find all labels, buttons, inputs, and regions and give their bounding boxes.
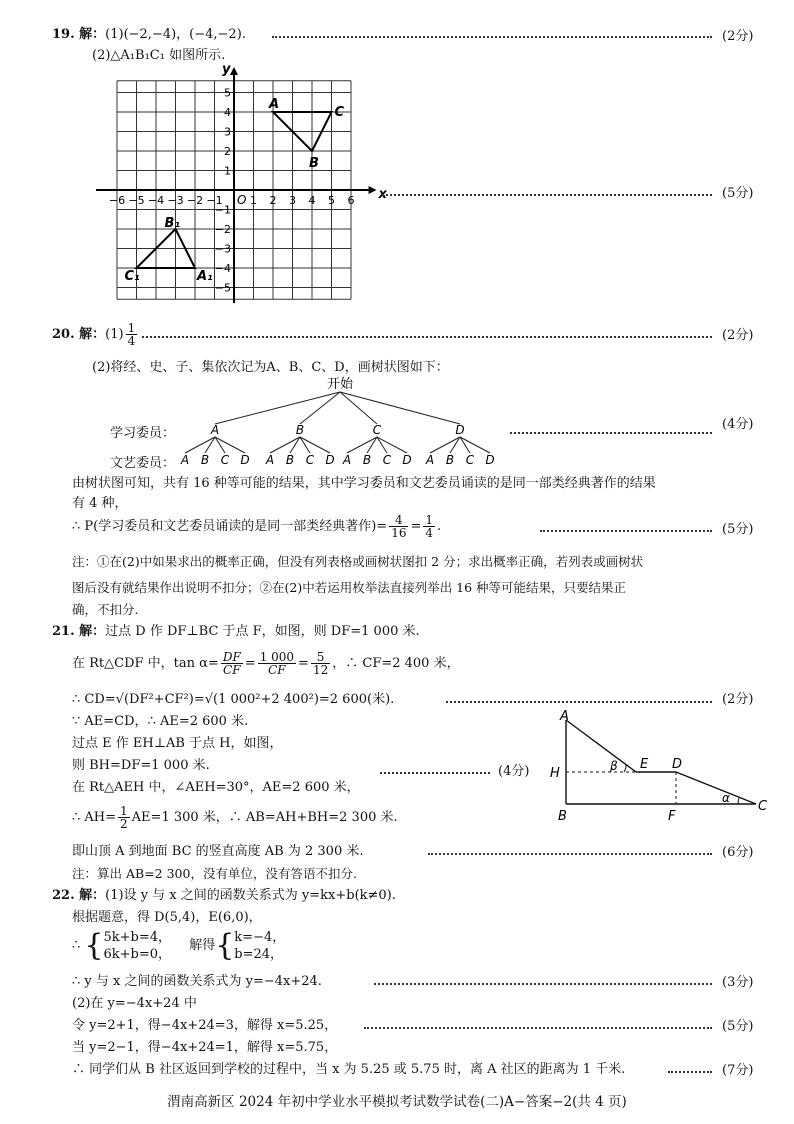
fig-label-B: B [558,809,567,824]
tree-leaf: D [402,453,412,467]
tree-leaf: B [445,453,455,467]
q21-dots2 [380,772,490,775]
q21-ah-label: ∴ AH= [72,810,117,825]
q22-eq-a: 5k+b=4， [103,930,172,945]
q21-ab-result: AE=1 300 米，∴ AB=AH+BH=2 300 米. [131,810,398,825]
q21-line7: 在 Rt△AEH 中，∠AEH=30°，AE=2 600 米， [72,780,360,795]
q20-f1-denominator: 4 [127,334,136,348]
q20-f1-numerator: 1 [127,321,136,335]
q20-dots2 [510,432,712,435]
q22-score3: (7分) [722,1063,754,1078]
x-tick-label: 2 [269,194,277,207]
q19-score2: (5分) [722,186,754,201]
q22-system1 [104,929,172,963]
x-tick-label: 1 [250,194,257,207]
tree-leaf: B [285,453,295,467]
tree-leaf: A [265,453,275,467]
x-tick-label: −1 [206,194,223,207]
q20-eq: = [410,519,422,534]
fig-label-D: D [672,757,683,772]
y-axis-arrow [230,67,238,75]
tree-leaf: C [220,453,230,467]
tree-node: D [455,423,465,437]
y-tick-label: −4 [214,262,231,275]
q21-fd-num: 1 [120,804,128,818]
tree-node: B [295,423,305,437]
q20-part2: (2)将经、史、子、集依次记为A、B、C、D，画树状图如下： [92,360,449,375]
q20-f3-den: 4 [425,526,434,540]
q21-dots3 [428,853,712,856]
y-tick-label: −2 [214,223,231,236]
y-tick-label: 3 [224,125,231,139]
q21-dots1 [446,701,712,704]
q22-line8: ∴ 同学们从 B 社区返回到学校的过程中，当 x 为 5.25 或 5.75 时，离 A 社区的距离为 1 千米. [72,1062,626,1077]
q19-part2: (2)△A₁B₁C₁ 如图所示. [92,48,226,63]
tree-leaf: C [465,453,475,467]
fig-label-F: F [668,809,676,824]
tree-leaf: A [180,453,190,467]
x-axis-label: x [378,187,387,202]
y-axis-label: y [222,61,231,77]
q20-line1 [52,322,139,348]
q21-fd [118,805,130,830]
q22-eq-b: 6k+b=0， [103,947,172,962]
label-B: B [309,156,319,171]
q21-fc [311,651,330,676]
q22-line7: 当 y=2−1，得−4x+24=1，解得 x=5.75， [72,1040,338,1055]
q19-part1: (1)(−2,−4)，(−4,−2). [105,27,246,42]
tree-node: A [210,423,220,437]
q20-answer1-fraction [126,322,138,347]
label-A1: A₁ [197,269,213,284]
q20-score1: (2分) [722,328,754,343]
y-tick-label: 1 [224,164,231,178]
q22-line6: 令 y=2+1，得−4x+24=3，解得 x=5.25， [72,1018,338,1033]
q22-system2 [234,929,285,963]
tree-leaf: B [200,453,210,467]
tree-leaf: D [485,453,495,467]
x-tick-label: −2 [186,194,204,207]
tree-leaf: A [342,453,352,467]
q21-text1: 过点 D 作 DF⊥BC 于点 F，如图，则 DF=1 000 米. [105,624,420,639]
q22-line1 [52,888,396,904]
q21-score1: (2分) [722,692,754,707]
q19-score1: (2分) [722,29,754,44]
q21-fb [258,651,296,676]
q21-tan-label: 在 Rt△CDF 中，tan α= [72,656,219,671]
tree-leaf: A [425,453,435,467]
q20-text2: 有 4 种， [72,496,128,511]
coordinate-grid-figure [96,61,387,302]
q20-f2-num: 4 [389,514,408,527]
q22-line2: 根据题意，得 D(5,4)，E(6,0)， [72,910,262,925]
x-tick-label: −4 [147,194,165,207]
q22-therefore: ∴ [72,938,81,953]
q20-dots1 [142,336,712,339]
q19-dots1 [272,36,712,39]
q20-part1-label: (1) [105,327,124,342]
tree-node: C [372,423,382,437]
q22-dots2 [364,1027,712,1030]
tree-root: 开始 [326,377,354,392]
q20-period: . [437,519,442,534]
q21-line6: 则 BH=DF=1 000 米. [72,758,210,773]
q21-number: 21. 解： [52,624,106,639]
q22-line4: ∴ y 与 x 之间的函数关系式为 y=−4x+24. [72,974,322,989]
q21-eq1: = [244,656,256,671]
q21-fa-den: CF [223,663,241,677]
q21-fb-num: 1 000 [259,650,295,664]
q22-solve-label: 解得 [189,938,216,953]
x-tick-label: 3 [289,194,296,207]
q22-dots3 [668,1071,712,1074]
q22-score1: (3分) [722,975,754,990]
tree-row1-label: 学习委员： [110,426,176,441]
q21-fb-den: CF [268,663,286,677]
mountain-slope-figure [546,709,782,830]
probability-tree-diagram [170,376,510,468]
q20-prob-label: ∴ P(学习委员和文艺委员诵读的是同一部类经典著作)= [72,519,388,534]
q21-fd-den: 2 [120,817,128,831]
x-tick-label: −3 [167,194,184,207]
q20-score3: (5分) [722,522,754,537]
y-tick-label: 5 [224,86,231,100]
y-tick-label: 2 [224,145,231,158]
page-footer: 渭南高新区 2024 年初中学业水平模拟考试数学试卷(二)A−答案−2(共 4 页) [167,1094,627,1110]
q21-eq2: = [298,656,309,671]
q21-fa [221,651,243,676]
q20-note3: 确，不扣分. [72,602,139,617]
fig-label-H: H [550,766,560,781]
q20-note2: 图后没有就结果作出说明不扣分；②在(2)中若运用枚举法直接列举出 16 种等可能结果，只要结果正 [72,580,627,595]
q20-number: 20. 解： [52,327,106,342]
q22-sol-k: k=−4， [234,930,286,945]
label-A: A [269,97,280,112]
label-B1: B₁ [164,216,181,231]
q20-f3-num: 1 [425,513,434,527]
tree-branch [215,392,340,424]
q21-line5: 过点 E 作 EH⊥AB 于点 H，如图， [72,736,283,751]
q20-dots3 [540,530,712,533]
q22-line5: (2)在 y=−4x+24 中 [72,996,197,1011]
q21-score3: (6分) [722,845,754,860]
q21-line3: ∴ CD=√(DF²+CF²)=√(1 000²+2 400²)=2 600(米). [72,692,395,707]
y-tick-label: −1 [214,203,231,217]
x-tick-label: −5 [128,194,145,207]
q21-cf-result: ，∴ CF=2 400 米， [332,656,460,671]
q21-line2 [72,650,460,678]
q21-line9: 即山顶 A 到地面 BC 的竖直高度 AB 为 2 300 米. [72,844,364,859]
q20-score2: (4分) [722,417,754,432]
q19-dots2 [382,194,712,197]
q21-line8 [72,804,398,832]
q20-text1: 由树状图可知，共有 16 种等可能的结果，其中学习委员和文艺委员诵读的是同一部类经典著作的结果 [72,476,656,491]
x-tick-label: 4 [308,194,316,207]
tree-leaf: D [325,453,335,467]
q22-score2: (5分) [722,1019,754,1034]
y-tick-label: 4 [224,106,231,119]
q21-fa-num: DF [222,650,241,664]
q20-f2 [389,514,408,539]
tree-leaf: D [240,453,250,467]
q20-probability-line [72,514,441,540]
x-tick-label: 6 [347,194,355,207]
fig-label-alpha: α [722,791,730,805]
x-tick-label: 5 [328,194,335,207]
fig-label-E: E [640,757,649,772]
q21-line4: ∵ AE=CD，∴ AE=2 600 米. [72,714,249,729]
y-tick-label: −5 [214,281,231,295]
q20-f2-den: 16 [391,526,407,540]
label-C1: C₁ [124,269,140,284]
fig-label-A: A [560,709,569,724]
q22-text1: (1)设 y 与 x 之间的函数关系式为 y=kx+b(k≠0). [105,888,396,903]
fig-label-C: C [758,799,768,814]
q22-dots1 [374,983,712,986]
q20-note1: 注：①在(2)中如果求出的概率正确，但没有列表格或画树状图扣 2 分；求出概率正确，若列表或画树状 [72,554,644,569]
q21-fc-num: 5 [311,651,330,664]
q20-f3 [423,514,435,539]
q21-score2: (4分) [498,764,530,779]
q19-line1 [52,27,246,43]
label-C: C [334,105,345,120]
q22-system-line: ∴ { 5k+b=4， 6k+b=0， 解得{ k=−4， b=24， [72,928,286,963]
tree-row2-label: 文艺委员： [110,456,176,471]
tree-leaf: C [382,453,392,467]
tree-leaf: C [305,453,315,467]
q21-line1 [52,624,420,640]
origin-label: O [237,193,247,207]
q19-number: 19. 解： [52,27,106,42]
y-tick-label: −3 [214,242,231,256]
q22-sol-b: b=24， [234,947,284,962]
tree-leaf: B [362,453,372,467]
q21-fc-den: 12 [312,663,329,677]
q21-note: 注：算出 AB=2 300，没有单位，没有答语不扣分. [72,866,357,881]
x-tick-label: −6 [108,194,126,207]
x-axis-arrow [369,186,377,194]
fig-label-beta: β [610,759,618,773]
q22-number: 22. 解： [52,888,106,903]
